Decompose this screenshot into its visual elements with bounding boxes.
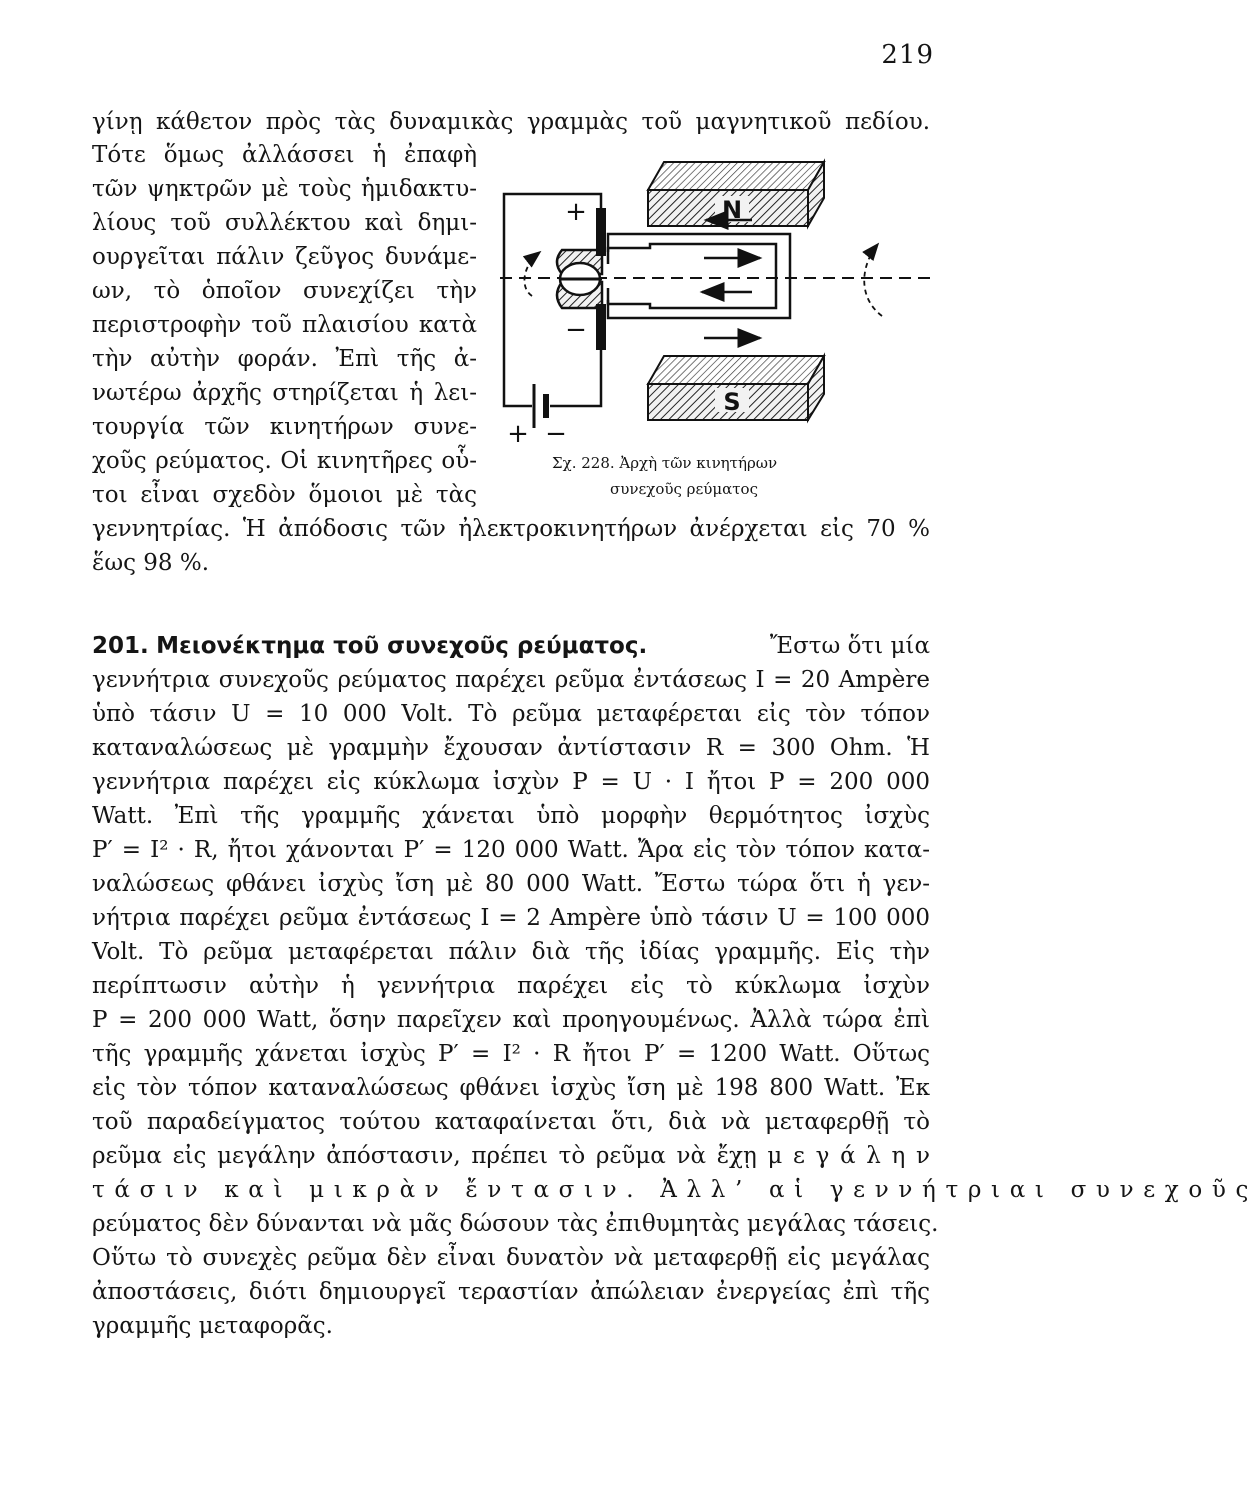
battery-minus-label: −: [545, 419, 567, 449]
battery: [507, 384, 567, 449]
section-number: 201.: [92, 633, 149, 659]
armature-coil: [608, 234, 790, 318]
north-magnet: [648, 162, 824, 226]
paragraph-line: Τότε ὅμως ἀλλάσσει ἡ ἐπαφὴ: [92, 142, 477, 168]
section-first-line-rest: Ἔστω ὅτι μία: [769, 633, 930, 659]
south-magnet: [648, 356, 824, 420]
section-line: P = 200 000 Watt, ὅσην παρεῖχεν καὶ προηγουμένως. Ἀλλὰ τώρα ἐπὶ: [92, 1007, 930, 1033]
figure-dc-motor-diagram: [490, 148, 950, 448]
paragraph-line: γίνῃ κάθετον πρὸς τὰς δυναμικὰς γραμμὰς τοῦ μαγνητικοῦ πεδίου.: [92, 109, 930, 135]
paragraph-line: τῶν ψηκτρῶν μὲ τοὺς ἡμιδακτυ-: [92, 176, 477, 202]
section-line: ἀποστάσεις, διότι δημιουργεῖ τεραστίαν ἀπώλειαν ἐνεργείας ἐπὶ τῆς: [92, 1279, 930, 1305]
section-line: Οὕτω τὸ συνεχὲς ρεῦμα δὲν εἶναι δυνατὸν νὰ μεταφερθῇ εἰς μεγάλας: [92, 1245, 930, 1271]
section-line: Watt. Ἐπὶ τῆς γραμμῆς χάνεται ὑπὸ μορφὴν θερμότητος ἰσχὺς: [92, 803, 930, 829]
section-line: τοῦ παραδείγματος τούτου καταφαίνεται ὅτι, διὰ νὰ μεταφερθῇ τὸ: [92, 1109, 930, 1135]
paragraph-line: περιστροφὴν τοῦ πλαισίου κατὰ: [92, 312, 477, 338]
commutator: [557, 250, 602, 308]
paragraph-line: τὴν αὐτὴν φοράν. Ἐπὶ τῆς ἀ-: [92, 346, 477, 372]
south-label: S: [723, 388, 741, 416]
section-line: ρεῦμα εἰς μεγάλην ἀπόστασιν, πρέπει τὸ ρεῦμα νὰ ἔχῃ μ ε γ ά λ η ν: [92, 1143, 930, 1169]
brush-minus: [596, 304, 606, 350]
paragraph-line: λίους τοῦ συλλέκτου καὶ δημι-: [92, 210, 477, 236]
brush-minus-label: −: [565, 315, 587, 345]
section-line: ὑπὸ τάσιν U = 10 000 Volt. Τὸ ρεῦμα μεταφέρεται εἰς τὸν τόπον: [92, 701, 930, 727]
section-title: Μειονέκτημα τοῦ συνεχοῦς ρεύματος.: [156, 633, 648, 659]
paragraph-line: γεννητρίας. Ἡ ἀπόδοσις τῶν ἠλεκτροκινητήρων ἀνέρχεται εἰς 70 %: [92, 516, 930, 542]
section-line: ρεύματος δὲν δύνανται νὰ μᾶς δώσουν τὰς ἐπιθυμητὰς μεγάλας τάσεις.: [92, 1211, 939, 1237]
figure-caption-line-1: Σχ. 228. Ἀρχὴ τῶν κινητήρων: [552, 454, 778, 472]
paragraph-line: τοι εἶναι σχεδὸν ὅμοιοι μὲ τὰς: [92, 482, 477, 508]
section-line: περίπτωσιν αὐτὴν ἡ γεννήτρια παρέχει εἰς τὸ κύκλωμα ἰσχὺν: [92, 973, 930, 999]
rotation-arrow-left: [524, 252, 540, 296]
paragraph-line: τουργία τῶν κινητήρων συνε-: [92, 414, 477, 440]
section-line-emphasis: τάσιν καὶ μικρὰν ἔντασιν. Ἀλλ’ αἱ γεννήτριαι συνεχοῦς: [92, 1177, 1258, 1203]
paragraph-line: νωτέρω ἀρχῆς στηρίζεται ἡ λει-: [92, 380, 477, 406]
section-line: γεννήτρια παρέχει εἰς κύκλωμα ἰσχὺν P = U · I ἤτοι P = 200 000: [92, 769, 930, 795]
brush-plus-label: +: [565, 197, 587, 227]
section-line: νήτρια παρέχει ρεῦμα ἐντάσεως I = 2 Ampère ὑπὸ τάσιν U = 100 000: [92, 905, 930, 931]
section-line: εἰς τὸν τόπον καταναλώσεως φθάνει ἰσχὺς ἴση μὲ 198 800 Watt. Ἐκ: [92, 1075, 930, 1101]
brush-plus: [596, 208, 606, 256]
battery-plus-label: +: [507, 419, 529, 449]
section-line: Volt. Τὸ ρεῦμα μεταφέρεται πάλιν διὰ τῆς ἰδίας γραμμῆς. Εἰς τὴν: [92, 939, 930, 965]
rotation-arrow-right: [864, 244, 882, 316]
section-line: καταναλώσεως μὲ γραμμὴν ἔχουσαν ἀντίστασιν R = 300 Ohm. Ἡ: [92, 735, 930, 761]
section-line: P′ = I² · R, ἤτοι χάνονται P′ = 120 000 Watt. Ἄρα εἰς τὸν τόπον κατα-: [92, 837, 930, 863]
paragraph-line: ἕως 98 %.: [92, 550, 210, 576]
section-heading-line: [92, 630, 930, 662]
page-number: 219: [881, 40, 934, 70]
section-line: γεννήτρια συνεχοῦς ρεύματος παρέχει ρεῦμα ἐντάσεως I = 20 Ampère: [92, 667, 930, 693]
north-label: N: [721, 196, 743, 224]
paragraph-line: ουργεῖται πάλιν ζεῦγος δυνάμε-: [92, 244, 477, 270]
paragraph-line: ων, τὸ ὁποῖον συνεχίζει τὴν: [92, 278, 477, 304]
paragraph-line: χοῦς ρεύματος. Οἱ κινητῆρες οὗ-: [92, 448, 477, 474]
figure-caption-line-2: συνεχοῦς ρεύματος: [610, 480, 758, 498]
section-line: ναλώσεως φθάνει ἰσχὺς ἴση μὲ 80 000 Watt. Ἔστω τώρα ὅτι ἡ γεν-: [92, 871, 930, 897]
section-line: τῆς γραμμῆς χάνεται ἰσχὺς P′ = I² · R ἤτοι P′ = 1200 Watt. Οὕτως: [92, 1041, 930, 1067]
section-last-line: γραμμῆς μεταφορᾶς.: [92, 1313, 333, 1339]
